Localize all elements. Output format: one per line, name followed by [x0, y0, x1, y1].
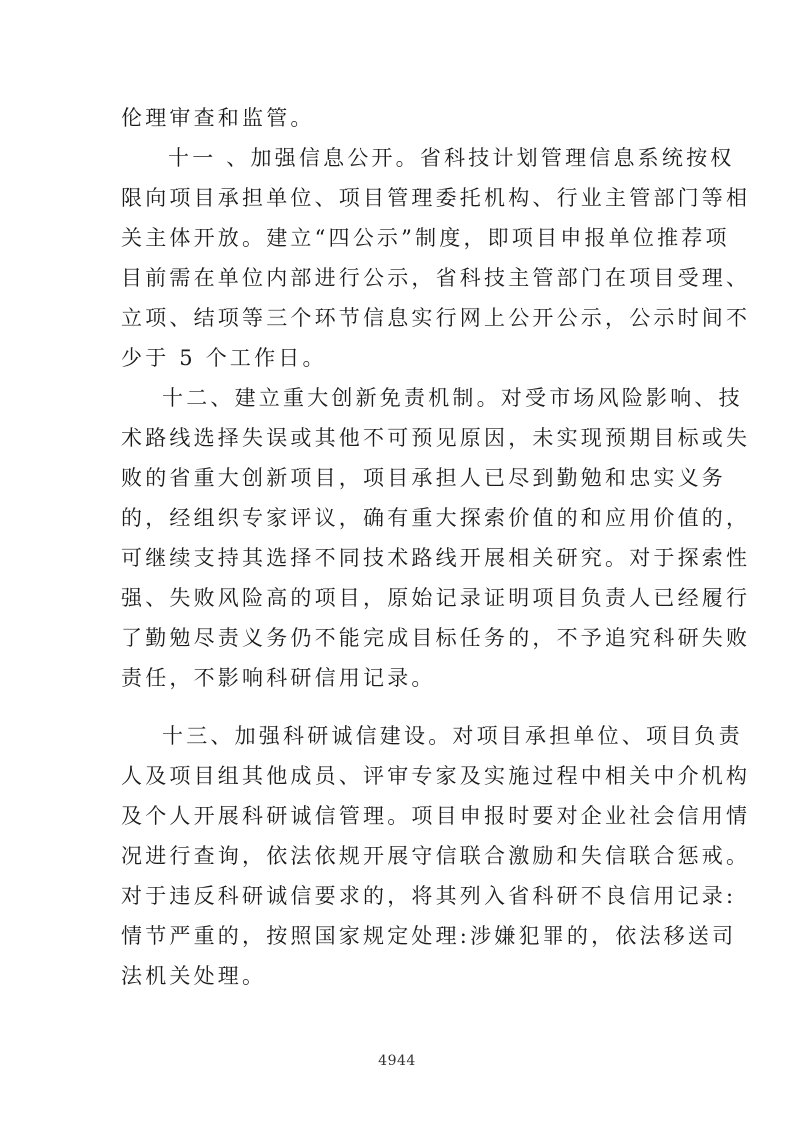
text-line: 少于 5 个工作日。 [121, 346, 327, 370]
text-line: 况进行查询，依法依规开展守信联合激励和失信联合惩戒。 [121, 844, 751, 868]
text-line: 人及项目组其他成员、评审专家及实施过程中相关中介机构 [121, 764, 751, 788]
text-line: 强、失败风险高的项目，原始记录证明项目负责人已经履行 [121, 586, 751, 610]
text-line: 败的省重大创新项目，项目承担人已尽到勤勉和忠实义务 [121, 466, 726, 490]
text-line: 法机关处理。 [121, 964, 267, 988]
text-line: 可继续支持其选择不同技术路线开展相关研究。对于探索性 [121, 546, 751, 570]
text-line: 伦理审查和监管。 [121, 106, 315, 130]
text-line: 责任，不影响科研信用记录。 [121, 666, 436, 690]
text-line: 术路线选择失误或其他不可预见原因，未实现预期目标或失 [121, 426, 751, 450]
text-line: 十三、加强科研诚信建设。对项目承担单位、项目负责 [162, 724, 743, 748]
text-line: 十一 、加强信息公开。省科技计划管理信息系统按权 [168, 146, 735, 170]
text-line: 限向项目承担单位、项目管理委托机构、行业主管部门等相 [121, 186, 751, 210]
page-number: 4944 [378, 1053, 416, 1069]
text-line: 了勤勉尽责义务仍不能完成目标任务的，不予追究科研失败 [121, 626, 751, 650]
text-line: 关主体开放。建立“四公示”制度，即项目申报单位推荐项 [121, 226, 730, 250]
text-line: 十二、建立重大创新免责机制。对受市场风险影响、技 [162, 386, 743, 410]
text-line: 的，经组织专家评议，确有重大探索价值的和应用价值的， [121, 506, 751, 530]
text-line: 情节严重的，按照国家规定处理:涉嫌犯罪的，依法移送司 [121, 924, 737, 948]
text-line: 目前需在单位内部进行公示，省科技主管部门在项目受理、 [121, 266, 751, 290]
text-line: 及个人开展科研诚信管理。项目申报时要对企业社会信用情 [121, 804, 751, 828]
text-line: 对于违反科研诚信要求的，将其列入省科研不良信用记录: [121, 884, 737, 908]
text-line: 立项、结项等三个环节信息实行网上公开公示，公示时间不 [121, 306, 751, 330]
